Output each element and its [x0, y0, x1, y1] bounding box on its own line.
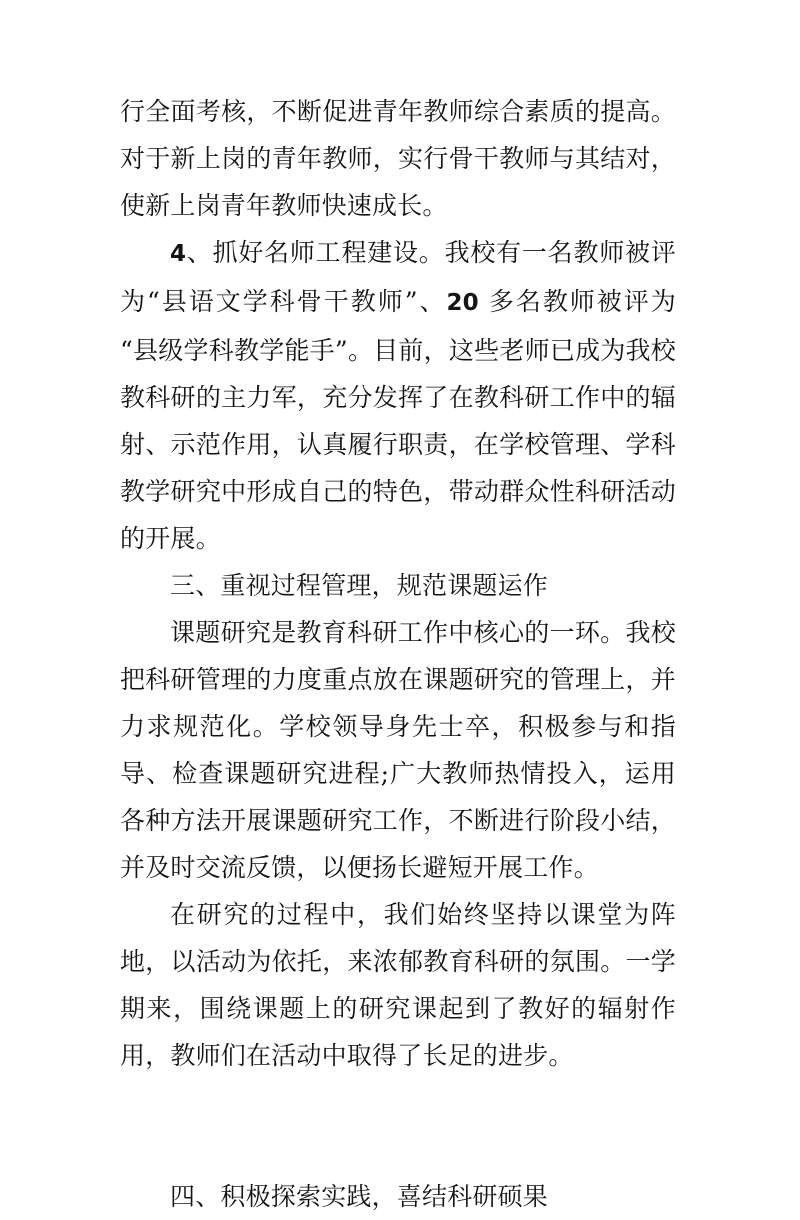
paragraph-item-4: 4、抓好名师工程建设。我校有一名教师被评为“县语文学科骨干教师”、20 多名教师被评为“县级学科教学能手”。目前，这些老师已成为我校教科研的主力军，充分发挥了在教科研工作中的辐射、示范作用，认真履行职责，在学校管理、学科教学研究中形成自己的特色，带动群众性科研活动的开展。 [120, 238, 676, 553]
paragraph-section-three-body-one: 课题研究是教育科研工作中核心的一环。我校把科研管理的力度重点放在课题研究的管理上，并力求规范化。学校领导身先士卒，积极参与和指导、检查课题研究进程;广大教师热情投入，运用各种方法开展课题研究工作，不断进行阶段小结，并及时交流反馈，以便扬长避短开展工作。 [120, 618, 676, 882]
heading-section-three: 三、重视过程管理，规范课题运作 [170, 571, 549, 600]
paragraph-section-three-body-two: 在研究的过程中，我们始终坚持以课堂为阵地，以活动为依托，来浓郁教育科研的氛围。一学期来，围绕课题上的研究课起到了教好的辐射作用，教师们在活动中取得了长足的进步。 [120, 900, 676, 1070]
latin-numeral: 20 [446, 290, 479, 316]
latin-numeral: 4 [170, 241, 187, 267]
section-spacer [120, 1079, 676, 1173]
heading-section-four: 四、积极探索实践，喜结科研硕果 [170, 1182, 549, 1211]
document-text-column [120, 88, 676, 1220]
paragraph-continuation: 行全面考核，不断促进青年教师综合素质的提高。对于新上岗的青年教师，实行骨干教师与其结对，使新上岗青年教师快速成长。 [120, 97, 676, 220]
